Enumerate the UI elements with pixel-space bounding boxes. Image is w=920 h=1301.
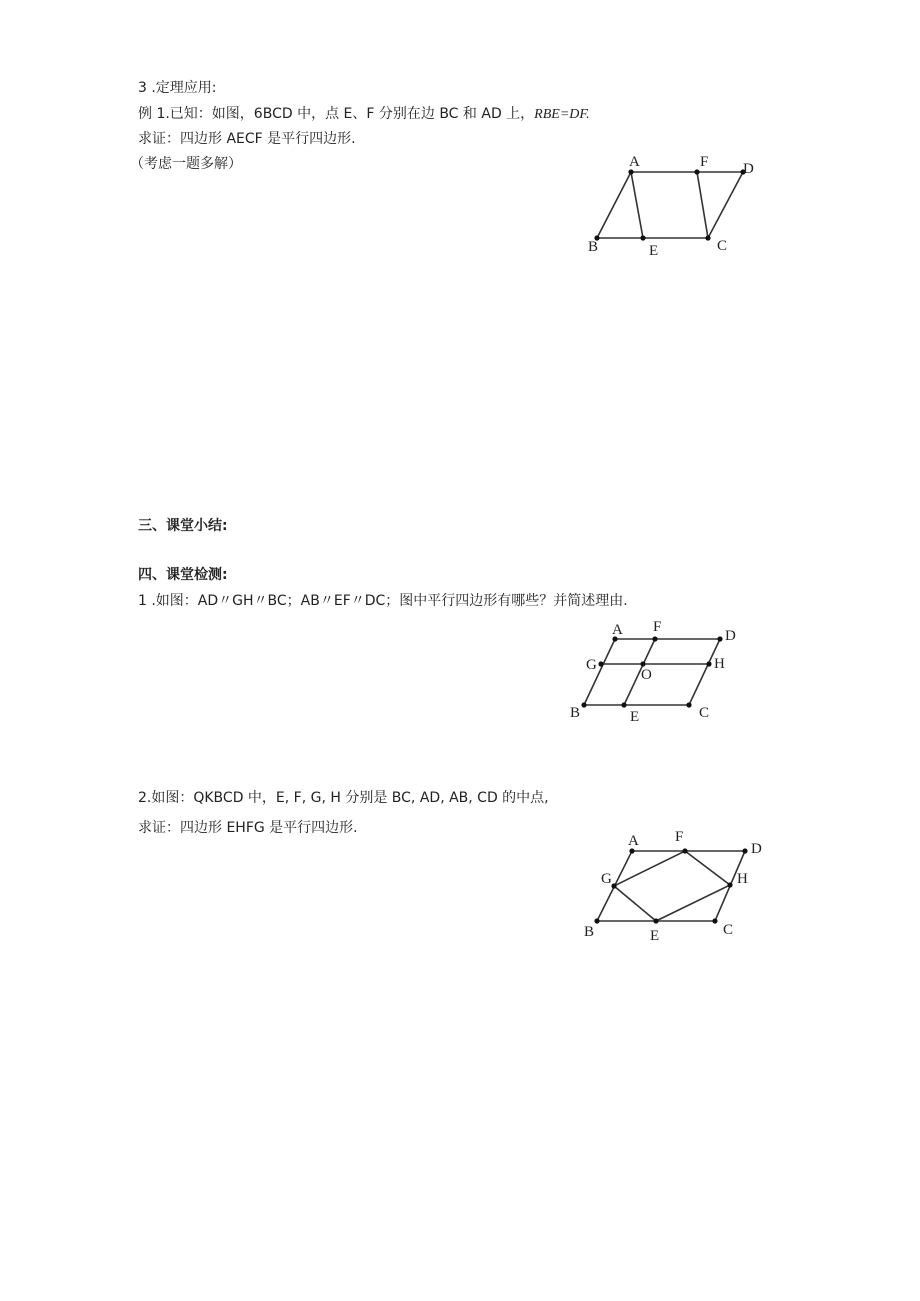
label-c: C xyxy=(717,238,728,254)
point-g xyxy=(611,883,616,888)
segment-ae xyxy=(631,172,643,238)
label-f: F xyxy=(653,619,662,635)
point-c xyxy=(705,235,710,240)
label-c: C xyxy=(723,922,734,938)
point-f xyxy=(694,169,699,174)
label-f: F xyxy=(700,154,709,170)
point-o xyxy=(640,661,645,666)
point-c xyxy=(686,702,691,707)
label-e: E xyxy=(650,928,660,944)
section-heading: 3 .定理应用: xyxy=(138,80,217,96)
point-b xyxy=(594,918,599,923)
label-o: O xyxy=(641,667,652,683)
point-e xyxy=(640,235,645,240)
label-g: G xyxy=(586,657,597,673)
label-c: C xyxy=(699,705,710,721)
point-e xyxy=(653,918,658,923)
example-1-text: 例 1.已知：如图，6BCD 中，点 E、F 分别在边 BC 和 AD 上， xyxy=(138,106,535,122)
example-1-note: （考虑一题多解） xyxy=(130,156,242,172)
point-h xyxy=(706,661,711,666)
question-2: 2.如图：QKBCD 中，E, F, G, H 分别是 BC, AD, AB, CD 的中点, xyxy=(138,790,549,806)
label-d: D xyxy=(743,161,754,177)
label-a: A xyxy=(629,154,640,170)
summary-heading: 三、课堂小结: xyxy=(138,518,228,534)
label-h: H xyxy=(737,871,748,887)
point-d xyxy=(717,636,722,641)
question-2-prove: 求证：四边形 EHFG 是平行四边形. xyxy=(138,820,358,836)
example-1-prove: 求证：四边形 AECF 是平行四边形. xyxy=(138,131,356,147)
label-e: E xyxy=(630,709,640,725)
parallelogram-abcd xyxy=(597,172,743,238)
figure-parallelogram-midpoints xyxy=(580,825,780,950)
point-g xyxy=(598,661,603,666)
label-b: B xyxy=(570,705,581,721)
label-f: F xyxy=(675,829,684,845)
label-a: A xyxy=(612,622,623,638)
point-d xyxy=(742,848,747,853)
parallelogram-abcd xyxy=(584,639,720,705)
label-b: B xyxy=(588,239,599,255)
label-h: H xyxy=(714,656,725,672)
figure-parallelogram-grid xyxy=(565,618,755,730)
segment-fc xyxy=(697,172,708,238)
example-1-condition: RBE=DF. xyxy=(534,107,590,122)
point-b xyxy=(581,702,586,707)
point-a xyxy=(629,848,634,853)
label-g: G xyxy=(601,871,612,887)
label-b: B xyxy=(584,924,595,940)
point-f xyxy=(682,848,687,853)
label-d: D xyxy=(725,628,736,644)
figure-parallelogram-aecf xyxy=(580,148,760,263)
point-f xyxy=(652,636,657,641)
test-heading: 四、课堂检测: xyxy=(138,567,228,583)
point-e xyxy=(621,702,626,707)
label-e: E xyxy=(649,243,659,259)
point-c xyxy=(712,918,717,923)
example-1-statement xyxy=(138,105,590,124)
point-h xyxy=(727,882,732,887)
label-d: D xyxy=(751,841,762,857)
point-a xyxy=(628,169,633,174)
quadrilateral-fhеg xyxy=(614,851,730,921)
question-1: 1 .如图：AD〃GH〃BC；AB〃EF〃DC；图中平行四边形有哪些？并简述理由. xyxy=(138,593,628,609)
label-a: A xyxy=(628,833,639,849)
parallelogram-abcd xyxy=(597,851,745,921)
